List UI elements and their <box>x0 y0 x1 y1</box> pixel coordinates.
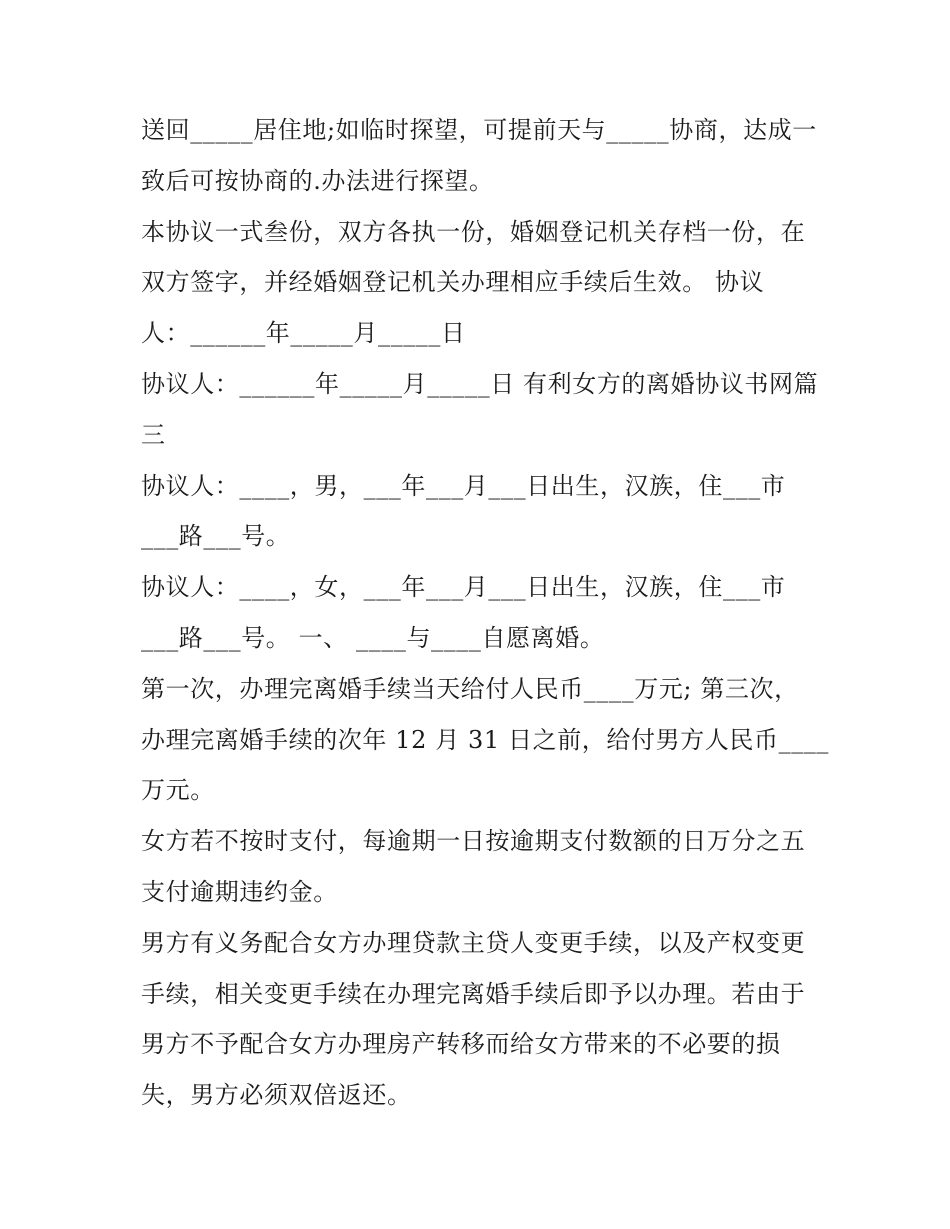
text-line: 协议人：______年_____月_____日 有利女方的离婚协议书网篇 <box>141 369 819 398</box>
text-line: 致后可按协商的.办法进行探望。 <box>141 166 494 195</box>
text-line: 三 <box>141 420 166 449</box>
text-line: 男方不予配合女方办理房产转移而给女方带来的不必要的损 <box>141 1030 781 1059</box>
text-line: 办理完离婚手续的次年 12 月 31 日之前，给付男方人民币____ <box>141 725 829 754</box>
text-line: 支付逾期违约金。 <box>141 877 338 906</box>
text-line: 送回_____居住地;如临时探望，可提前天与_____协商，达成一 <box>141 116 817 144</box>
text-line: 第一次，办理完离婚手续当天给付人民币____万元; 第三次， <box>141 674 799 703</box>
text-line: 协议人：____，男，___年___月___日出生，汉族，住___市 <box>141 471 786 500</box>
text-line: 失，男方必须双倍返还。 <box>141 1081 412 1110</box>
text-line: ___路___号。 <box>141 522 291 551</box>
text-line: 协议人：____，女，___年___月___日出生，汉族，住___市 <box>141 573 786 602</box>
text-line: 双方签字，并经婚姻登记机关办理相应手续后生效。 协议 <box>141 268 765 297</box>
text-line: 本协议一式叁份，双方各执一份，婚姻登记机关存档一份，在 <box>141 217 806 246</box>
text-line: ___路___号。 一、 ____与____自愿离婚。 <box>141 623 605 652</box>
text-line: 女方若不按时支付，每逾期一日按逾期支付数额的日万分之五 <box>141 827 806 856</box>
text-line: 人：______年_____月_____日 <box>141 319 466 348</box>
document-body <box>141 105 829 1121</box>
text-line: 手续，相关变更手续在办理完离婚手续后即予以办理。若由于 <box>141 979 806 1008</box>
text-line: 男方有义务配合女方办理贷款主贷人变更手续，以及产权变更 <box>141 928 806 957</box>
text-line: 万元。 <box>141 776 215 805</box>
